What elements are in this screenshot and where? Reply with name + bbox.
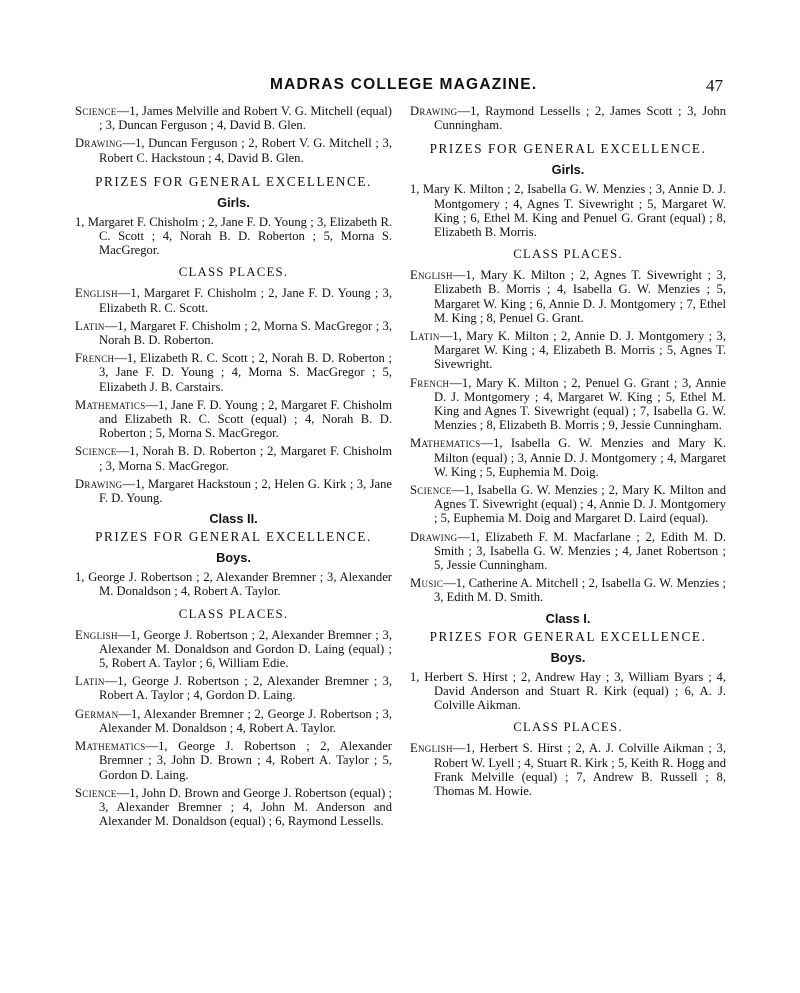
subject-label: German (75, 706, 119, 721)
right-column (410, 104, 726, 802)
result-text: —1, Alexander Bremner ; 2, George J. Robertson ; 3, Alexander M. Donaldson ; 4, Robert A. Taylor. (99, 706, 392, 735)
subject-label: Drawing (410, 104, 458, 118)
prizes-heading: PRIZES FOR GENERAL EXCELLENCE. (429, 628, 707, 644)
result-text: —1, George J. Robertson ; 2, Alexander Bremner ; 3, Alexander M. Donaldson and Gordon D. Laing (equal) ; 5, Robert A. Taylor ; 6, William Edie. (99, 627, 392, 671)
result-text: —1, Mary K. Milton ; 2, Annie D. J. Montgomery ; 3, Margaret W. King ; 4, Elizabeth B. Morris ; 5, Agnes T. Sivewright. (434, 329, 726, 372)
subject-label: French (75, 351, 115, 366)
result-entry (75, 786, 392, 829)
result-entry (410, 741, 726, 798)
subject-label: Science (75, 785, 117, 800)
result-text: —1, Isabella G. W. Menzies ; 2, Mary K. Milton and Agnes T. Sivewright (equal) ; 4, Annie D. J. Montgomery ; 5, Euphemia M. Doig and Margaret D. Laird (equal). (434, 483, 726, 526)
class-places-heading: CLASS PLACES. (178, 606, 289, 621)
result-entry (75, 444, 392, 472)
subject-label: Latin (75, 674, 105, 689)
subject-label: Mathematics (75, 739, 146, 754)
page-header (0, 76, 800, 100)
left-column (75, 104, 392, 832)
girls-prizes-list: 1, Mary K. Milton ; 2, Isabella G. W. Menzies ; 3, Annie D. J. Montgomery ; 4, Agnes T. Sivewright ; 5, Margaret W. King ; 6, Ethel M. King and Penuel G. Grant (equal) ; 8, Elizabeth B. Morris. (410, 182, 726, 240)
subject-label: Mathematics (75, 397, 146, 412)
result-entry (75, 477, 392, 505)
subject-label: Science (75, 104, 117, 118)
subject-label: Drawing (410, 529, 458, 544)
magazine-title: MADRAS COLLEGE MAGAZINE. (270, 76, 538, 93)
subject-label: Mathematics (410, 436, 481, 451)
result-entry (410, 530, 726, 573)
subject-label: English (410, 268, 453, 283)
subject-label: Music (410, 576, 444, 591)
prizes-heading: PRIZES FOR GENERAL EXCELLENCE. (95, 529, 372, 545)
right-entries-c (410, 741, 726, 798)
result-entry (410, 576, 726, 604)
result-text: —1, John D. Brown and George J. Robertson (equal) ; 3, Alexander Bremner ; 4, John M. Anderson and Alexander M. Donaldson (equal) ; 6, Raymond Lessells. (99, 785, 392, 829)
girls-heading: Girls. (217, 194, 250, 210)
left-entries-c (75, 628, 392, 829)
subject-label: Latin (75, 318, 105, 333)
result-entry (410, 268, 726, 325)
result-entry (410, 104, 726, 132)
result-text: —1, Isabella G. W. Menzies and Mary K. Milton (equal) ; 3, Annie D. J. Montgomery ; 4, Margaret W. King ; 5, Euphemia M. Doig. (434, 436, 726, 479)
result-text: —1, George J. Robertson ; 2, Alexander Bremner ; 3, John D. Brown ; 4, Robert A. Taylor ; 5, Gordon D. Laing. (99, 739, 392, 782)
boys-prizes-list: 1, Herbert S. Hirst ; 2, Andrew Hay ; 3, William Byars ; 4, David Anderson and Stuart R. Kirk (equal) ; 6, A. J. Colville Aikman. (410, 669, 726, 713)
prizes-heading: PRIZES FOR GENERAL EXCELLENCE. (95, 173, 372, 189)
prizes-heading: PRIZES FOR GENERAL EXCELLENCE. (429, 141, 707, 157)
class-places-heading: CLASS PLACES. (178, 265, 289, 280)
subject-label: English (410, 741, 453, 756)
right-entries-b (410, 268, 726, 604)
boys-heading: Boys. (216, 550, 251, 566)
result-entry (410, 376, 726, 433)
result-text: —1, Jane F. D. Young ; 2, Margaret F. Chisholm and Elizabeth R. C. Scott (equal) ; 4, Norah B. D. Roberton ; 5, Morna S. MacGregor. (99, 397, 392, 441)
right-entries-a (410, 104, 726, 132)
result-text: —1, Duncan Ferguson ; 2, Robert V. G. Mitchell ; 3, Robert C. Hackstoun ; 4, David B. Glen. (99, 136, 392, 165)
result-text: —1, Margaret F. Chisholm ; 2, Morna S. MacGregor ; 3, Norah B. D. Roberton. (99, 318, 392, 348)
result-entry (75, 628, 392, 671)
result-text: —1, Elizabeth R. C. Scott ; 2, Norah B. D. Roberton ; 3, Jane F. D. Young ; 4, Morna S. MacGregor ; 5, Elizabeth J. B. Carstairs. (99, 351, 392, 394)
result-entry (75, 286, 392, 314)
subject-label: French (410, 375, 450, 390)
boys-heading: Boys. (550, 649, 586, 665)
result-text: —1, Catherine A. Mitchell ; 2, Isabella G. W. Menzies ; 3, Edith M. D. Smith. (434, 576, 726, 605)
result-entry (75, 319, 392, 347)
result-text: —1, Norah B. D. Roberton ; 2, Margaret F. Chisholm ; 3, Morna S. MacGregor. (99, 444, 392, 473)
subject-label: Science (75, 444, 117, 459)
result-text: —1, Mary K. Milton ; 2, Agnes T. Sivewright ; 3, Elizabeth B. Morris ; 4, Isabella G. W. Menzies ; 5, Margaret W. King ; 6, Annie D. J. Montgomery ; 7, Ethel M. King ; 8, Penuel G. Grant. (434, 268, 726, 325)
girls-heading: Girls. (551, 162, 585, 178)
left-entries-b (75, 286, 392, 505)
result-text: —1, Elizabeth F. M. Macfarlane ; 2, Edith M. D. Smith ; 3, Isabella G. W. Menzies ; 4, Janet Robertson ; 5, Jessie Cunningham. (434, 529, 726, 573)
subject-label: Science (410, 483, 452, 498)
result-entry (75, 707, 392, 735)
result-entry (75, 136, 392, 164)
class-places-heading: CLASS PLACES. (513, 247, 623, 262)
result-entry (75, 398, 392, 441)
result-text: —1, George J. Robertson ; 2, Alexander Bremner ; 3, Robert A. Taylor ; 4, Gordon D. Laing. (99, 674, 392, 703)
result-text: —1, Margaret F. Chisholm ; 2, Jane F. D. Young ; 3, Elizabeth R. C. Scott. (99, 286, 392, 315)
result-entry (75, 351, 392, 394)
result-entry (75, 739, 392, 782)
subject-label: English (75, 627, 118, 642)
class-heading: Class II. (209, 511, 258, 527)
result-entry (410, 436, 726, 479)
result-text: —1, Raymond Lessells ; 2, James Scott ; 3, John Cunningham. (434, 104, 726, 133)
result-entry (75, 104, 392, 132)
subject-label: Latin (410, 329, 440, 344)
page-number: 47 (706, 76, 723, 95)
girls-prizes-list: 1, Margaret F. Chisholm ; 2, Jane F. D. Young ; 3, Elizabeth R. C. Scott ; 4, Norah B. D. Roberton ; 5, Morna S. MacGregor. (75, 214, 392, 258)
result-entry (410, 483, 726, 526)
result-entry (75, 674, 392, 702)
left-entries-a (75, 104, 392, 165)
class-places-heading: CLASS PLACES. (513, 720, 623, 735)
result-text: —1, Herbert S. Hirst ; 2, A. J. Colville Aikman ; 3, Robert W. Lyell ; 4, Stuart R. Kirk ; 5, Keith R. Hogg and Frank Melville (equal) ; 7, Andrew B. Russell ; 8, Thomas M. Howie. (434, 741, 726, 798)
boys-prizes-list: 1, George J. Robertson ; 2, Alexander Bremner ; 3, Alexander M. Donaldson ; 4, Robert A. Taylor. (75, 570, 392, 599)
result-text: —1, James Melville and Robert V. G. Mitchell (equal) ; 3, Duncan Ferguson ; 4, David B. Glen. (99, 104, 392, 133)
result-text: —1, Margaret Hackstoun ; 2, Helen G. Kirk ; 3, Jane F. D. Young. (99, 476, 392, 506)
subject-label: English (75, 286, 118, 301)
subject-label: Drawing (75, 136, 123, 151)
class-heading: Class I. (545, 610, 591, 626)
result-text: —1, Mary K. Milton ; 2, Penuel G. Grant ; 3, Annie D. J. Montgomery ; 4, Margaret W. King ; 5, Ethel M. King and Agnes T. Sivewright (equal) ; 7, Isabella G. W. Menzies ; 8, Elizabeth B. Morris ; 9, Jessie Cunningham. (434, 375, 726, 433)
subject-label: Drawing (75, 476, 123, 491)
result-entry (410, 329, 726, 372)
